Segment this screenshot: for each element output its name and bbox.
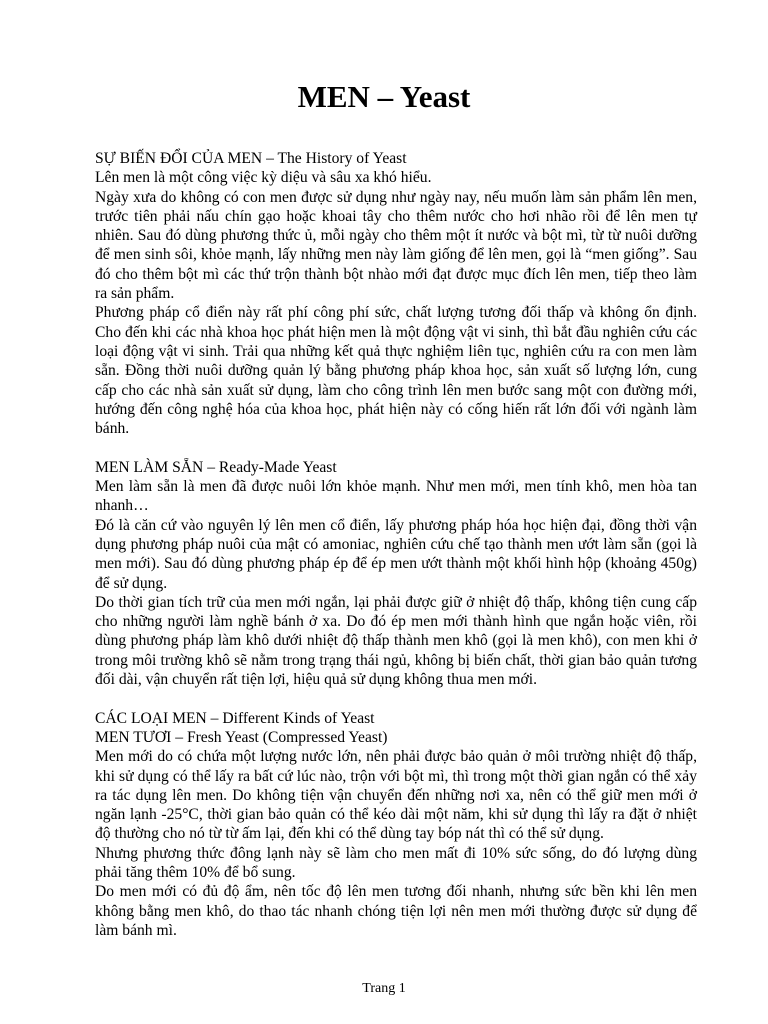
paragraph: Đó là căn cứ vào nguyên lý lên men cổ điển, lấy phương pháp hóa học hiện đại, đồng thời vận dụng phương pháp nuôi của mật có amoniac, nghiên cứu chế tạo thành men ướt làm sẵn (gọi là men mới). Sau đó dùng phương pháp ép để ép men ướt thành một khối hình hộp (khoảng 450g) để sử dụng. — [95, 516, 697, 592]
document-body — [95, 149, 697, 940]
paragraph: Nhưng phương thức đông lạnh này sẽ làm cho men mất đi 10% sức sống, do đó lượng dùng phải tăng thêm 10% để bổ sung. — [95, 844, 697, 881]
section-heading-history: SỰ BIẾN ĐỔI CỦA MEN – The History of Yeast — [95, 150, 407, 167]
paragraph: Men làm sẵn là men đã được nuôi lớn khỏe mạnh. Như men mới, men tính khô, men hòa tan nhanh… — [95, 478, 697, 515]
page-footer: Trang 1 — [362, 981, 406, 996]
paragraph: Lên men là một công việc kỳ diệu và sâu xa khó hiểu. — [95, 169, 432, 187]
document-title: MEN – Yeast — [297, 79, 471, 114]
section-heading-kinds: CÁC LOẠI MEN – Different Kinds of Yeast — [95, 709, 375, 727]
subsection-heading-fresh-yeast: MEN TƯƠI – Fresh Yeast (Compressed Yeast) — [95, 728, 388, 746]
section-spacer — [95, 438, 697, 457]
paragraph: Men mới do có chứa một lượng nước lớn, nên phải được bảo quản ở môi trường nhiệt độ thấp, khi sử dụng có thể lấy ra bất cứ lúc nào, trộn với bột mì, thì trong một thời gian ngắn có thể xảy ra tác dụng lên men. Do không tiện vận chuyển đến những nơi xa, nên có thể giữ men mới ở ngăn lạnh -25°C, thời gian bảo quản có thể kéo dài một năm, khi sử dụng thì lấy ra đặt ở nhiệt độ thường cho nó từ từ ấm lại, đến khi có thể dùng tay bóp nát thì có thể sử dụng. — [95, 748, 697, 843]
paragraph: Ngày xưa do không có con men được sử dụng như ngày nay, nếu muốn làm sản phẩm lên men, trước tiên phải nấu chín gạo hoặc khoai tây cho thêm nước cho hơi nhão rồi để lên men tự nhiên. Sau đó dùng phương thức ủ, mỗi ngày cho thêm một ít nước và bột mì, từ từ nuôi dưỡng để men sinh sôi, khỏe mạnh, lấy những men này làm giống để lên men, gọi là “men giống”. Sau đó cho thêm bột mì các thứ trộn thành bột nhào mới đạt được mục đích lên men, tiếp theo làm ra sản phẩm. — [95, 188, 697, 303]
paragraph: Phương pháp cổ điển này rất phí công phí sức, chất lượng tương đối thấp và không ổn định. Cho đến khi các nhà khoa học phát hiện men là một động vật vi sinh, thì bắt đầu nghiên cứu các loại động vật vi sinh. Trải qua những kết quả thực nghiệm liên tục, nghiên cứu ra con men làm sẵn. Đồng thời nuôi dưỡng quản lý bằng phương pháp khoa học, sản xuất số lượng lớn, cung cấp cho các nhà sản xuất sử dụng, làm cho công trình lên men bước sang một con đường mới, hướng đến công nghệ hóa của khoa học, phát hiện này có cống hiến rất lớn đối với ngành làm bánh. — [95, 304, 697, 438]
paragraph: Do thời gian tích trữ của men mới ngắn, lại phải được giữ ở nhiệt độ thấp, không tiện cung cấp cho những người làm nghề bánh ở xa. Do đó ép men mới thành hình que ngắn hoặc viên, rồi dùng phương pháp làm khô dưới nhiệt độ thấp thành men khô (gọi là men khô), con men khi ở trong môi trường khô sẽ nằm trong trạng thái ngủ, không bị biến chất, thời gian bảo quản tương đối dài, vận chuyển rất tiện lợi, hiệu quả sử dụng không thua men mới. — [95, 593, 697, 689]
section-spacer — [95, 689, 697, 708]
section-heading-ready-made: MEN LÀM SẴN – Ready-Made Yeast — [95, 458, 337, 476]
paragraph: Do men mới có đủ độ ẩm, nên tốc độ lên men tương đối nhanh, nhưng sức bền khi lên men không bằng men khô, do thao tác nhanh chóng tiện lợi nên men mới thường được sử dụng để làm bánh mì. — [95, 883, 697, 939]
